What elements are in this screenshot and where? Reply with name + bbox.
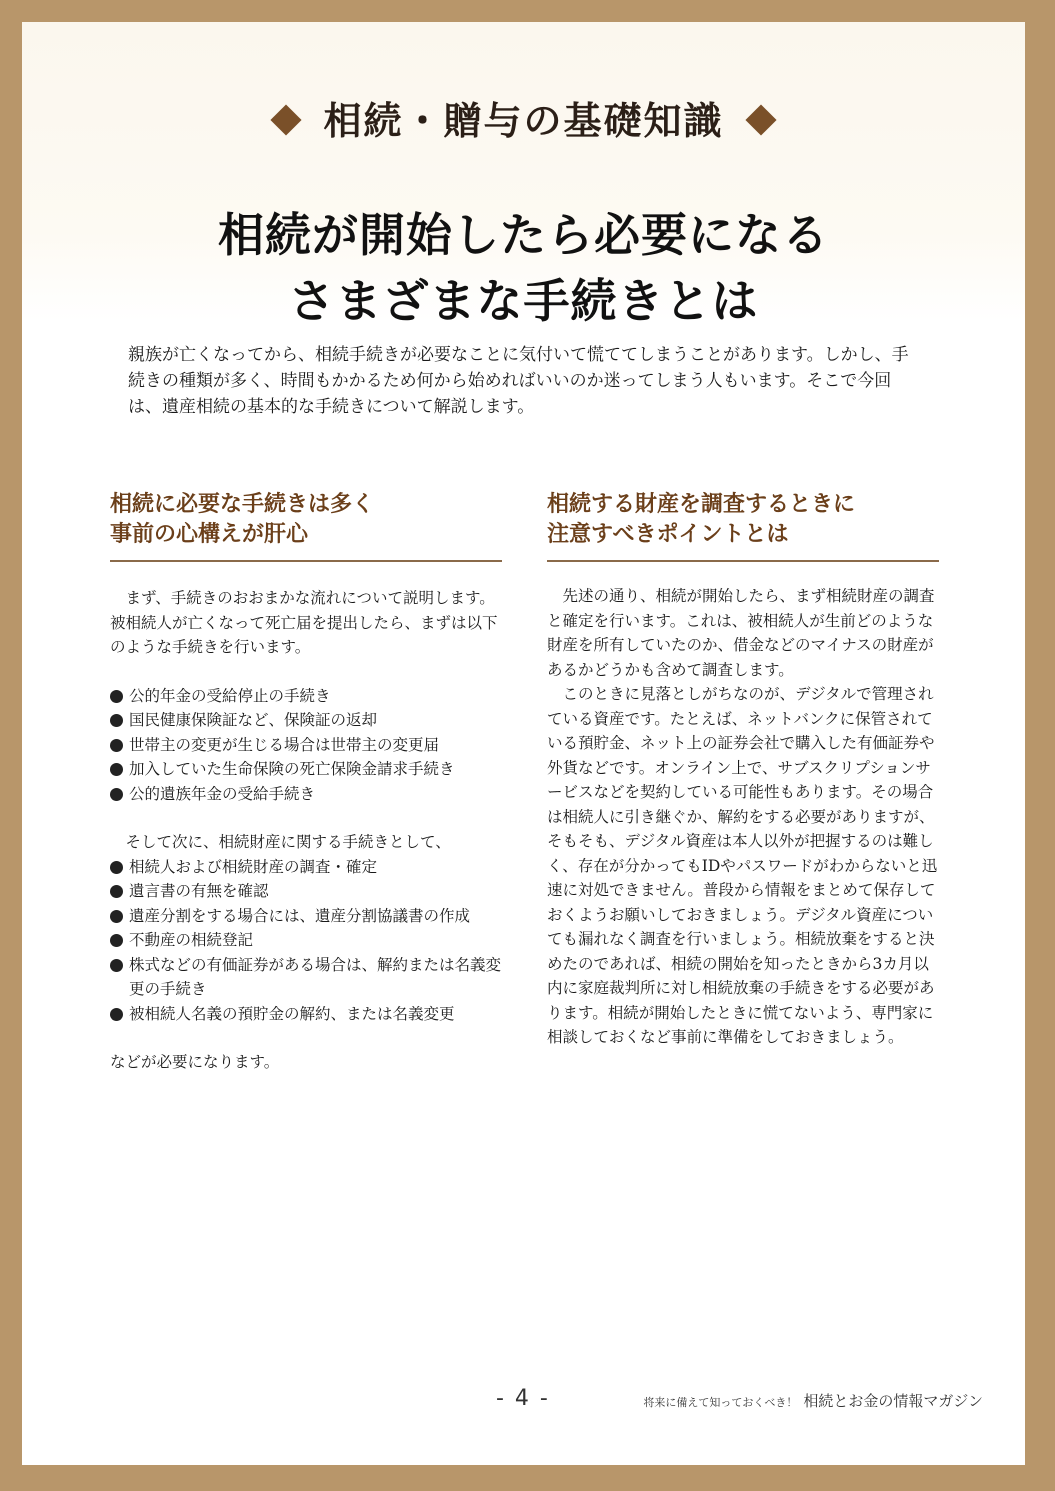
list-item: 遺産分割をする場合には、遺産分割協議書の作成 [110,904,502,929]
right-para-1: 先述の通り、相続が開始したら、まず相続財産の調査と確定を行います。これは、被相続人が生前どのような財産を所有していたのか、借金などのマイナスの財産があるかどうかも含めて調査します。 [547,587,935,679]
intro-paragraph: 親族が亡くなってから、相続手続きが必要なことに気付いて慌ててしまうことがあります。しかし、手続きの種類が多く、時間もかかるため何から始めればいいのか迷ってしまう人もいます。そこで今回は、遺産相続の基本的な手続きについて解説します。 [128,345,909,417]
left-para-2: そして次に、相続財産に関する手続きとして、 [125,833,451,851]
section-label-text: 相続・贈与の基礎知識 [323,99,724,143]
right-heading-line-1: 相続する財産を調査するときに [547,492,856,517]
diamond-icon-right [745,104,776,135]
list-item: 世帯主の変更が生じる場合は世帯主の変更届 [110,733,502,758]
initial-procedures-list [110,684,502,807]
list-item: 公的年金の受給停止の手続き [110,684,502,709]
title-line-1: 相続が開始したら必要になる [218,208,829,262]
magazine-tagline: 将来に備えて知っておくべき！ [643,1396,798,1409]
diamond-icon-left [271,104,302,135]
list-item: 相続人および相続財産の調査・確定 [110,855,502,880]
page-title [22,202,1025,334]
list-item: 遺言書の有無を確認 [110,879,502,904]
right-para-2: このときに見落としがちなのが、デジタルで管理されている資産です。たとえば、ネットバンクに保管されている預貯金、ネット上の証券会社で購入した有価証券や外貨などです。オンライン上で、サブスクリプションサービスなどを契約している可能性もあります。その場合は相続人に引き継ぐか、解約をする必要がありますが、そもそも、デジタル資産は本人以外が把握するのは難しく、存在が分かってもIDやパスワードがわからないと迅速に対処できません。普段から情報をまとめて保存しておくようお願いしておきましょう。デジタル資産についても漏れなく調査を行いましょう。相続放棄をすると決めたのであれば、相続の開始を知ったときから3カ月以内に家庭裁判所に対し相続放棄の手続きをする必要があります。相続が開始したときに慌てないよう、専門家に相談しておくなど事前に準備をしておきましょう。 [547,685,938,1046]
left-closing: などが必要になります。 [110,1053,280,1071]
section-label [22,90,1025,145]
right-column [547,490,939,1050]
magazine-name [643,1390,983,1411]
list-item: 不動産の相続登記 [110,928,502,953]
list-item: 国民健康保険証など、保険証の返却 [110,708,502,733]
left-heading [110,490,502,562]
list-item: 株式などの有価証券がある場合は、解約または名義変更の手続き [110,953,502,1002]
page [22,22,1025,1465]
right-heading [547,490,939,562]
list-item: 公的遺族年金の受給手続き [110,782,502,807]
left-para-1: まず、手続きのおおまかな流れについて説明します。被相続人が亡くなって死亡届を提出したら、まずは以下のような手続きを行います。 [110,589,498,656]
left-body [110,586,502,1075]
left-heading-line-2: 事前の心構えが肝心 [110,522,309,547]
list-item: 被相続人名義の預貯金の解約、または名義変更 [110,1002,502,1027]
left-heading-line-1: 相続に必要な手続きは多く [110,492,375,517]
page-number: - 4 - [496,1386,550,1411]
title-line-2: さまざまな手続きとは [288,274,759,328]
right-heading-line-2: 注意すべきポイントとは [547,522,789,547]
magazine-title: 相続とお金の情報マガジン [803,1392,983,1410]
left-column [110,490,502,1075]
list-item: 加入していた生命保険の死亡保険金請求手続き [110,757,502,782]
estate-procedures-list [110,855,502,1027]
right-body [547,584,939,1050]
